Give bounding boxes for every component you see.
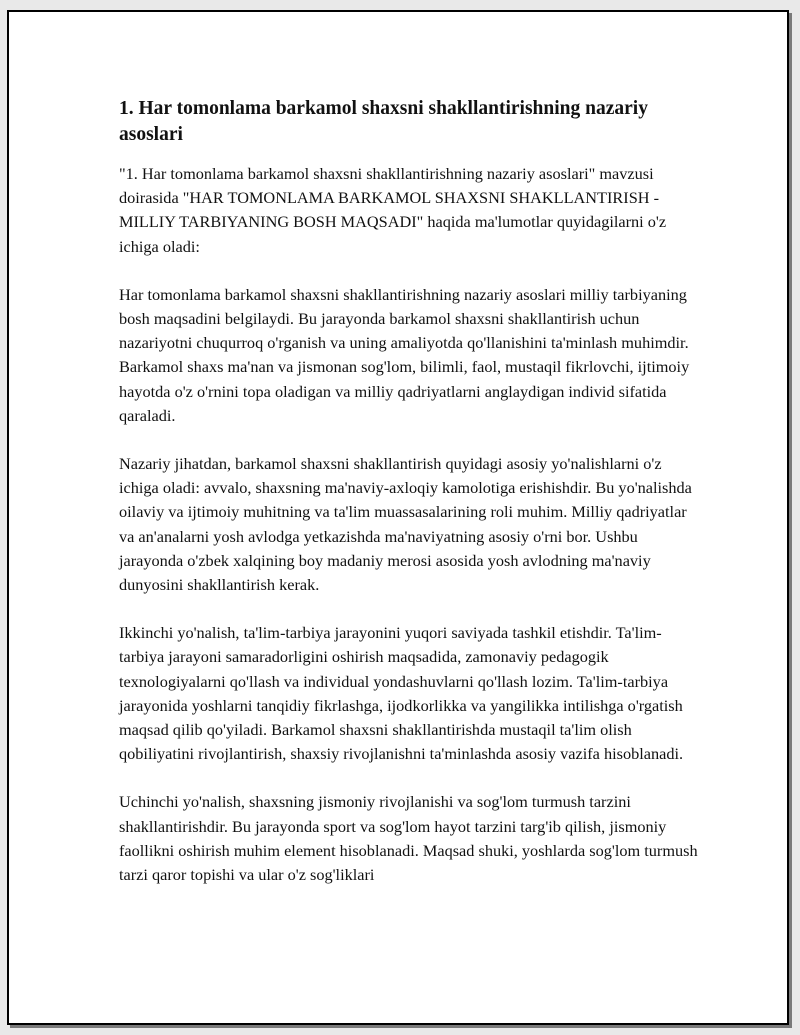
paragraph-second-direction: Ikkinchi yo'nalish, ta'lim-tarbiya jarayonini yuqori saviyada tashkil etishdir. Ta'lim-tarbiya jarayoni samaradorligini oshirish maqsadida, zamonaviy pedagogik texnologiyalarni qo'llash va individual yondashuvlarni qo'llash lozim. Ta'lim-tarbiya jarayonida yoshlarni tanqidiy fikrlashga, ijodkorlikka va yangilikka intilishga o'rgatish maqsad qilib qo'yiladi. Barkamol shaxsni shakllantirishda mustaqil ta'lim olish qobiliyatini rivojlantirish, shaxsiy rivojlanishni ta'minlashda asosiy vazifa hisoblanadi. <box>119 623 684 764</box>
paragraph-third-direction: Uchinchi yo'nalish, shaxsning jismoniy rivojlanishi va sog'lom turmush tarzini shakllantirishdir. Bu jarayonda sport va sog'lom hayot tarzini targ'ib qilish, jismoniy faollikni oshirish muhim element hisoblanadi. Maqsad shuki, yoshlarda sog'lom turmush tarzi qaror topishi va ular o'z sog'liklari <box>119 792 698 885</box>
paragraph-intro: "1. Har tomonlama barkamol shaxsni shakllantirishning nazariy asoslari" mavzusi doirasida "HAR TOMONLAMA BARKAMOL SHAXSNI SHAKLLANTIRISH - MILLIY TARBIYANING BOSH MAQSADI" haqida ma'lumotlar quyidagilarni o'z ichiga oladi: <box>119 164 667 256</box>
document-page <box>7 10 789 1025</box>
document-title: 1. Har tomonlama barkamol shaxsni shakllantirishning nazariy asoslari <box>119 98 648 145</box>
paragraph-first-direction: Nazariy jihatdan, barkamol shaxsni shakllantirish quyidagi asosiy yo'nalishlarni o'z ichiga oladi: avvalo, shaxsning ma'naviy-axloqiy kamolotiga erishishdir. Bu yo'nalishda oilaviy va ijtimoiy muhitning va ta'lim muassasalarining roli muhim. Milliy qadriyatlar va an'analarni yosh avlodga yetkazishda ma'naviyatning asosiy o'rni bor. Ushbu jarayonda o'zbek xalqining boy madaniy merosi asosida yosh avlodning ma'naviy dunyosini shakllantirish kerak. <box>119 454 692 595</box>
paragraph-theory-basis: Har tomonlama barkamol shaxsni shakllantirishning nazariy asoslari milliy tarbiyaning bosh maqsadini belgilaydi. Bu jarayonda barkamol shaxsni shakllantirish uchun nazariyotni chuqurroq o'rganish va uning amaliyotda qo'llanishini ta'minlash muhimdir. Barkamol shaxs ma'nan va jismonan sog'lom, bilimli, faol, mustaqil fikrlovchi, ijtimoiy hayotda o'z o'rnini topa oladigan va milliy qadriyatlarni anglaydigan individ sifatida qaraladi. <box>119 284 690 425</box>
document-body <box>119 96 699 911</box>
